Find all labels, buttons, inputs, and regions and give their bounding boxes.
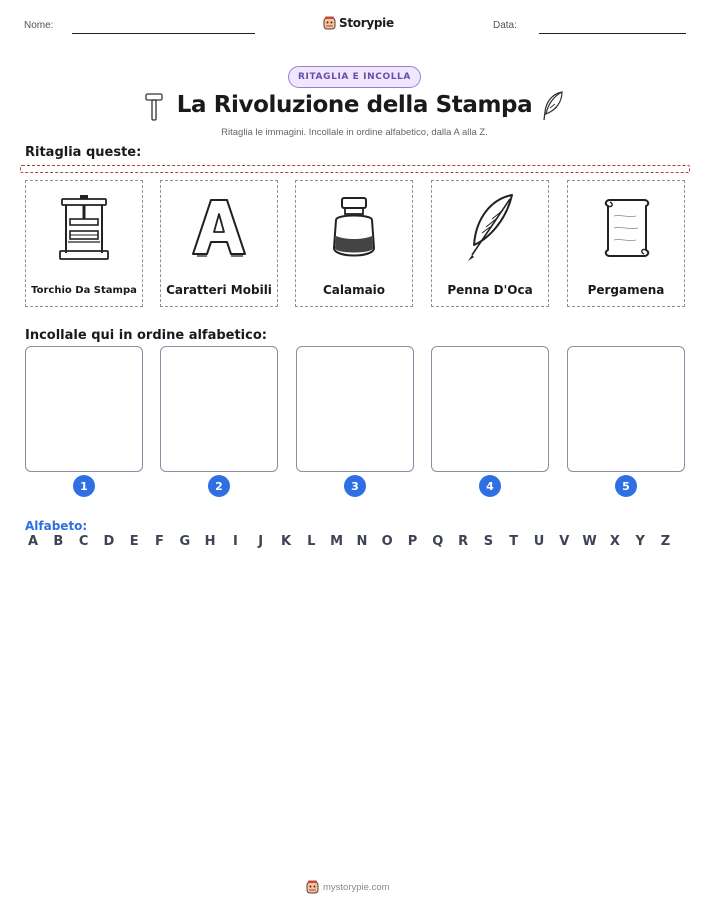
- storypie-mascot-icon: [306, 880, 319, 894]
- scroll-icon: [598, 194, 654, 262]
- alphabet-letter: O: [381, 534, 393, 549]
- footer-url: mystorypie.com: [323, 881, 390, 893]
- paste-section-label: Incollale qui in ordine alfabetico:: [25, 328, 267, 343]
- name-line: [72, 33, 255, 34]
- name-label: Nome:: [24, 20, 54, 31]
- alphabet-letter: V: [559, 534, 570, 549]
- alphabet-letter: L: [307, 534, 316, 549]
- brand-logo: [323, 16, 394, 30]
- alphabet-letter: P: [407, 534, 418, 549]
- letter-a-icon: [189, 196, 249, 260]
- card-label: Calamaio: [322, 283, 386, 297]
- paste-box-2[interactable]: [160, 346, 278, 472]
- alphabet-letter: W: [582, 534, 597, 549]
- inkwell-icon: [326, 196, 382, 260]
- card-inkwell[interactable]: [295, 180, 413, 307]
- alphabet-letter: X: [609, 534, 620, 549]
- card-label: Pergamena: [587, 283, 665, 297]
- activity-badge: RITAGLIA E INCOLLA: [288, 66, 421, 88]
- storypie-mascot-icon: [323, 16, 336, 30]
- alphabet-letter: Z: [660, 534, 671, 549]
- alphabet-letter: N: [356, 534, 368, 549]
- card-printing-press[interactable]: [25, 180, 143, 307]
- paste-area: [25, 346, 685, 506]
- cut-line: [20, 165, 690, 173]
- card-quill[interactable]: [431, 180, 549, 307]
- alphabet-letter: R: [458, 534, 469, 549]
- alphabet-letter: Q: [432, 534, 444, 549]
- alphabet-letter: A: [27, 534, 39, 549]
- alphabet-letter: E: [129, 534, 139, 549]
- alphabet-letter: F: [155, 534, 164, 549]
- alphabet-letter: J: [258, 534, 264, 549]
- title-row: [0, 90, 709, 126]
- quill-icon: [462, 193, 518, 263]
- footer: [306, 880, 390, 894]
- alphabet-letter: I: [232, 534, 238, 549]
- printing-press-icon: [56, 195, 112, 261]
- order-number: 5: [615, 475, 637, 497]
- paste-box-1[interactable]: [25, 346, 143, 472]
- instructions: Ritaglia le immagini. Incollale in ordine alfabetico, dalla A alla Z.: [221, 127, 488, 138]
- date-line: [539, 33, 686, 34]
- date-label: Data:: [493, 20, 517, 31]
- order-number: 3: [344, 475, 366, 497]
- cutout-cards: [25, 180, 685, 307]
- card-movable-type[interactable]: [160, 180, 278, 307]
- alphabet-letter: B: [53, 534, 64, 549]
- alphabet-label: Alfabeto:: [25, 519, 88, 533]
- paste-box-4[interactable]: [431, 346, 549, 472]
- feather-icon: [540, 90, 566, 122]
- worksheet-header: [0, 16, 709, 38]
- alphabet-letter: Y: [635, 534, 645, 549]
- alphabet-letter: U: [533, 534, 545, 549]
- alphabet-letter: D: [103, 534, 115, 549]
- cut-section-label: Ritaglia queste:: [25, 145, 142, 160]
- alphabet-letter: G: [179, 534, 191, 549]
- page-title: La Rivoluzione della Stampa: [176, 92, 533, 118]
- brand-name: Storypie: [339, 16, 394, 30]
- alphabet-letter: T: [509, 534, 519, 549]
- alphabet-letter: M: [330, 534, 344, 549]
- alphabet-letter: S: [483, 534, 494, 549]
- card-label: Caratteri Mobili: [166, 283, 272, 297]
- alphabet-letter: K: [280, 534, 292, 549]
- order-number: 4: [479, 475, 501, 497]
- card-parchment[interactable]: [567, 180, 685, 307]
- card-label: Torchio Da Stampa: [31, 285, 137, 296]
- paste-box-5[interactable]: [567, 346, 685, 472]
- order-number: 2: [208, 475, 230, 497]
- alphabet-row: [25, 534, 685, 552]
- order-number: 1: [73, 475, 95, 497]
- alphabet-letter: C: [78, 534, 89, 549]
- paste-box-3[interactable]: [296, 346, 414, 472]
- alphabet-letter: H: [204, 534, 216, 549]
- card-label: Penna D'Oca: [447, 283, 533, 297]
